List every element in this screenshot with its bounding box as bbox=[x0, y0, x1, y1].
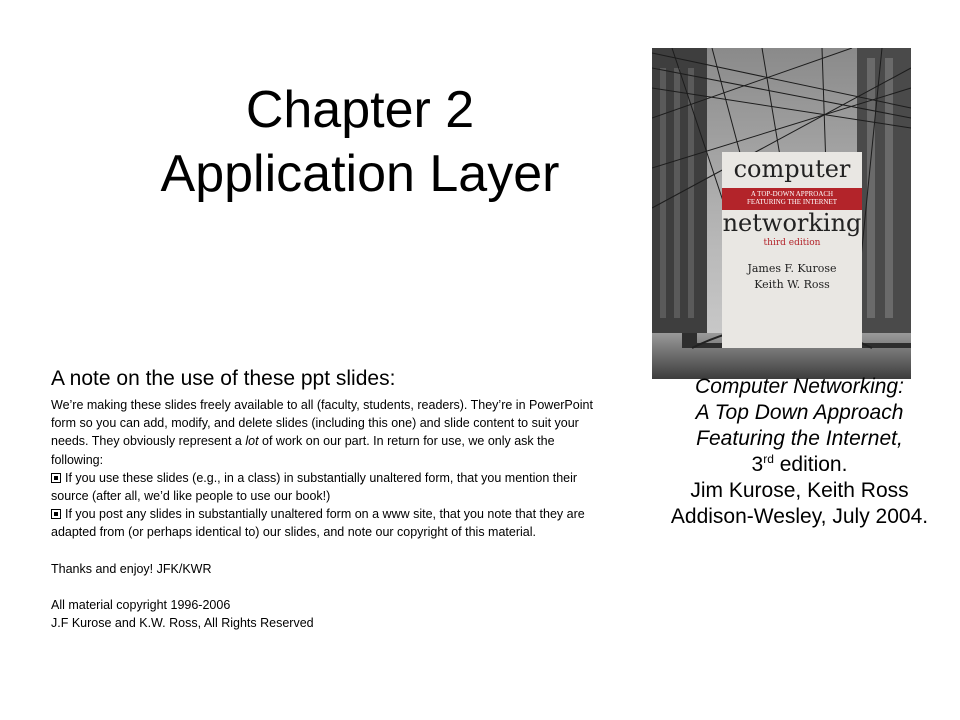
note-body bbox=[51, 396, 596, 632]
cover-subtitle-2: FEATURING THE INTERNET bbox=[746, 198, 838, 206]
book-cover-image bbox=[652, 48, 911, 379]
checkbox-bullet-icon bbox=[51, 473, 61, 483]
checkbox-bullet-icon bbox=[51, 509, 61, 519]
cover-text-block bbox=[722, 152, 862, 348]
caption-edition bbox=[657, 452, 942, 478]
caption-title-2: A Top Down Approach bbox=[695, 401, 904, 424]
note-intro-part1: We’re making these slides freely available to all (faculty, students, readers). They’re in PowerPoint form so you can add, modify, and delete slides (including this one) and slide content to suit your needs. They obviously represent a bbox=[51, 398, 593, 449]
note-bullet-1 bbox=[51, 469, 596, 505]
caption-title-3: Featuring the Internet, bbox=[696, 427, 903, 450]
note-thanks: Thanks and enjoy! JFK/KWR bbox=[51, 561, 212, 576]
title-line-chapter: Chapter 2 bbox=[245, 81, 475, 139]
note-heading: A note on the use of these ppt slides: bbox=[51, 367, 396, 390]
cover-title-top: computer bbox=[733, 155, 851, 183]
usage-note bbox=[51, 366, 596, 632]
caption-publisher: Addison-Wesley, July 2004. bbox=[670, 505, 929, 528]
caption-edition-rest: edition. bbox=[773, 453, 848, 476]
note-copyright-1: All material copyright 1996-2006 bbox=[51, 597, 231, 612]
note-bullet-1-text: If you use these slides (e.g., in a class) in substantially unaltered form, that you mention their source (after all, we’d like people to use our book!) bbox=[51, 470, 578, 504]
title-line-topic: Application Layer bbox=[160, 145, 560, 203]
caption-edition-sup: rd bbox=[763, 452, 774, 466]
note-intro-part2: of work on our part. In return for use, we only ask the following: bbox=[51, 434, 555, 467]
note-intro-italic: lot bbox=[245, 434, 259, 449]
caption-title-1: Computer Networking: bbox=[695, 375, 904, 398]
cover-author-1: James F. Kurose bbox=[747, 262, 837, 275]
book-caption bbox=[657, 374, 942, 530]
cover-author-2: Keith W. Ross bbox=[754, 278, 830, 291]
slide-title bbox=[60, 78, 660, 206]
note-bullet-2 bbox=[51, 505, 596, 541]
cover-title-bottom: networking bbox=[722, 209, 862, 237]
note-bullet-2-text: If you post any slides in substantially unaltered form on a www site, that you note that they are adapted from (or perhaps identical to) our slides, and note our copyright of this material. bbox=[51, 507, 585, 540]
cover-edition: third edition bbox=[763, 238, 821, 248]
caption-authors: Jim Kurose, Keith Ross bbox=[690, 479, 909, 502]
note-intro bbox=[51, 396, 596, 469]
caption-edition-num: 3 bbox=[751, 453, 764, 476]
note-copyright-2: J.F Kurose and K.W. Ross, All Rights Reserved bbox=[51, 616, 314, 631]
cover-subtitle-1: A TOP-DOWN APPROACH bbox=[750, 190, 834, 198]
